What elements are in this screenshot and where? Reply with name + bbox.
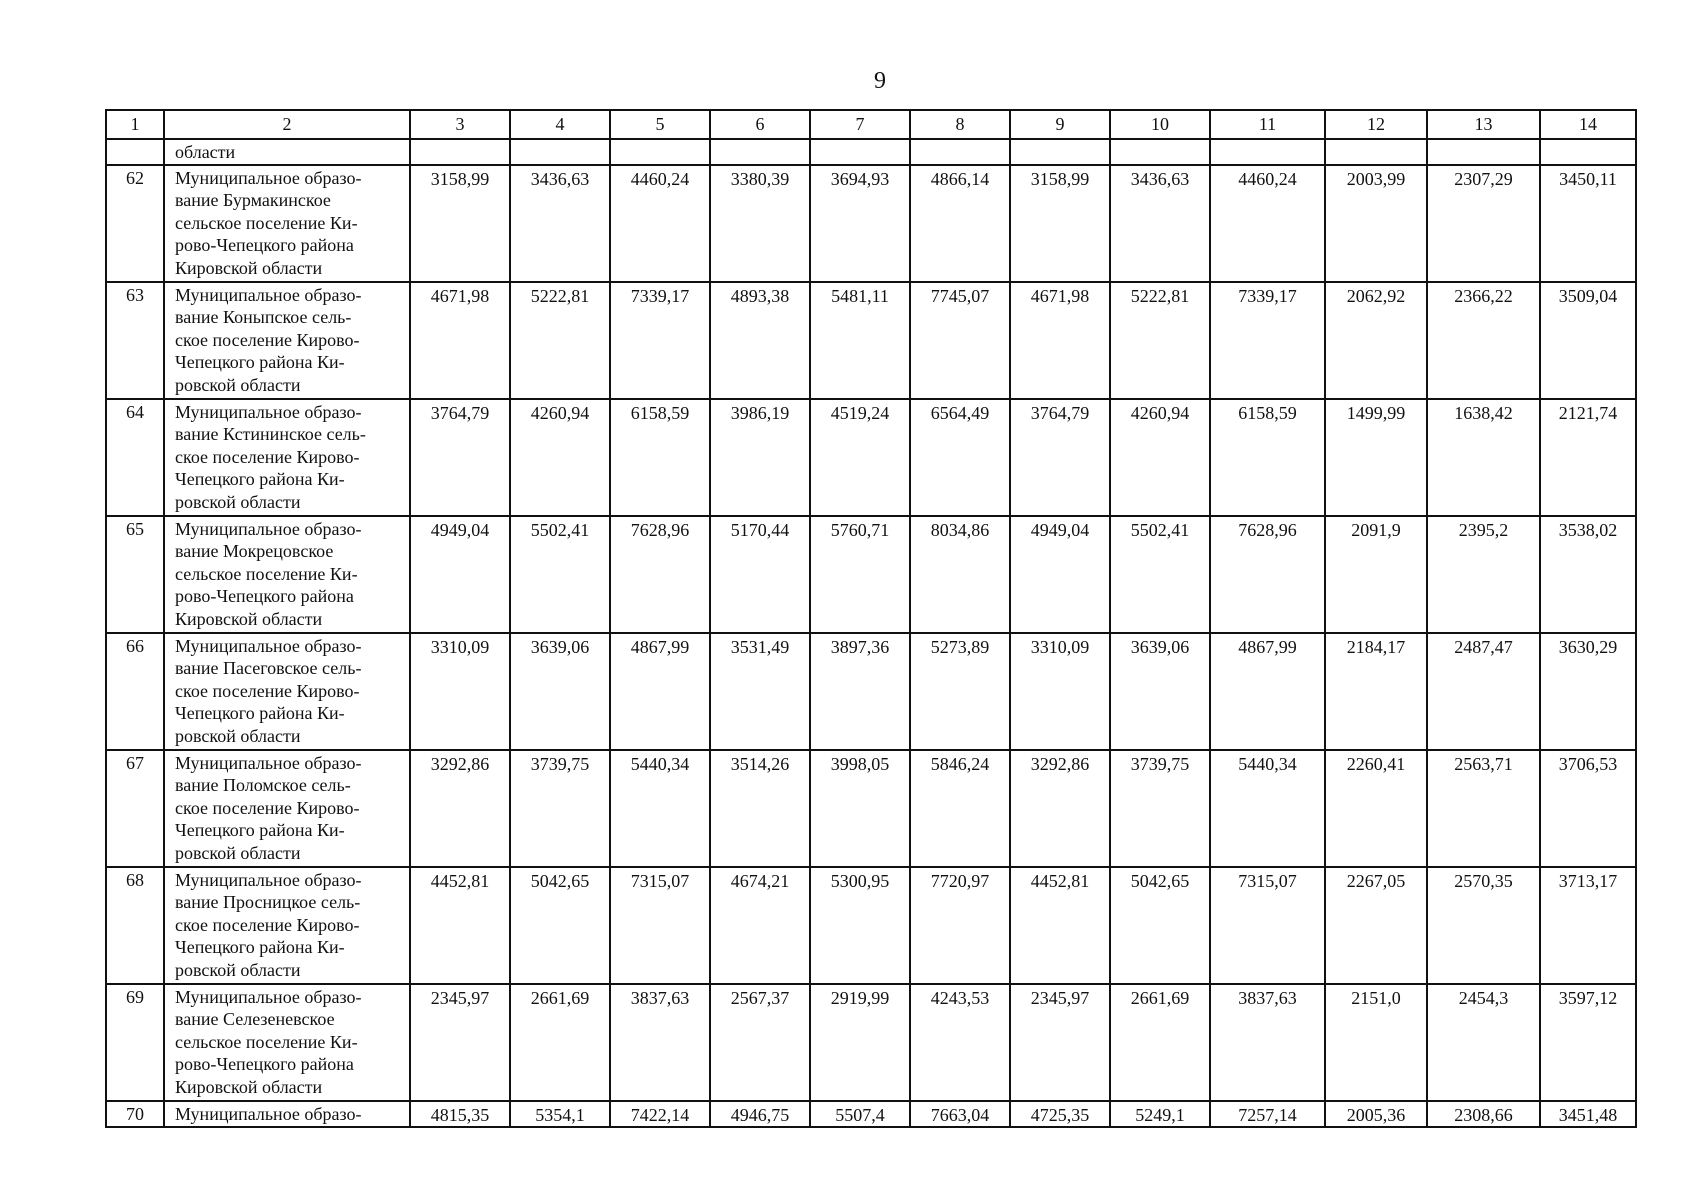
column-header: 8 bbox=[910, 110, 1010, 139]
name-line: ровской области bbox=[175, 725, 301, 746]
name-line: Кировской области bbox=[175, 1076, 323, 1097]
municipality-name bbox=[164, 633, 410, 750]
value-cell: 2454,3 bbox=[1427, 984, 1540, 1101]
row-number: 66 bbox=[106, 633, 164, 750]
continuation-name: области bbox=[164, 139, 410, 165]
empty-cell bbox=[1210, 139, 1325, 165]
name-line: Муниципальное образо- bbox=[175, 167, 362, 188]
value-cell: 2267,05 bbox=[1325, 867, 1427, 984]
value-cell: 7720,97 bbox=[910, 867, 1010, 984]
column-header: 6 bbox=[710, 110, 810, 139]
empty-cell bbox=[810, 139, 910, 165]
table-row bbox=[106, 282, 1636, 399]
value-cell: 4671,98 bbox=[1010, 282, 1110, 399]
municipality-name bbox=[164, 516, 410, 633]
value-cell: 7745,07 bbox=[910, 282, 1010, 399]
value-cell: 4671,98 bbox=[410, 282, 510, 399]
value-cell: 6564,49 bbox=[910, 399, 1010, 516]
value-cell: 7628,96 bbox=[1210, 516, 1325, 633]
value-cell: 7663,04 bbox=[910, 1101, 1010, 1128]
name-line: Чепецкого района Ки- bbox=[175, 937, 345, 957]
value-cell: 6158,59 bbox=[610, 399, 710, 516]
empty-cell bbox=[1010, 139, 1110, 165]
name-line: Чепецкого района Ки- bbox=[175, 703, 345, 723]
name-line: Муниципальное образо- bbox=[175, 752, 362, 773]
value-cell: 5502,41 bbox=[510, 516, 610, 633]
value-cell: 4452,81 bbox=[410, 867, 510, 984]
name-line: Чепецкого района Ки- bbox=[175, 820, 345, 840]
value-cell: 4949,04 bbox=[1010, 516, 1110, 633]
value-cell: 5502,41 bbox=[1110, 516, 1210, 633]
name-line: вание Пасеговское сель- bbox=[175, 658, 362, 678]
value-cell: 2570,35 bbox=[1427, 867, 1540, 984]
value-cell: 3739,75 bbox=[1110, 750, 1210, 867]
value-cell: 4815,35 bbox=[410, 1101, 510, 1128]
value-cell: 3514,26 bbox=[710, 750, 810, 867]
empty-cell bbox=[510, 139, 610, 165]
value-cell: 3509,04 bbox=[1540, 282, 1636, 399]
empty-cell bbox=[910, 139, 1010, 165]
value-cell: 2661,69 bbox=[510, 984, 610, 1101]
table-row bbox=[106, 1101, 1636, 1128]
value-cell: 8034,86 bbox=[910, 516, 1010, 633]
value-cell: 3158,99 bbox=[410, 165, 510, 282]
column-header: 9 bbox=[1010, 110, 1110, 139]
value-cell: 4867,99 bbox=[1210, 633, 1325, 750]
name-line: Муниципальное образо- bbox=[175, 1103, 362, 1124]
value-cell: 5354,1 bbox=[510, 1101, 610, 1128]
column-header: 14 bbox=[1540, 110, 1636, 139]
value-cell: 7339,17 bbox=[610, 282, 710, 399]
table-row bbox=[106, 165, 1636, 282]
value-cell: 3739,75 bbox=[510, 750, 610, 867]
name-line: сельское поселение Ки- bbox=[175, 212, 358, 233]
row-number: 62 bbox=[106, 165, 164, 282]
value-cell: 5249,1 bbox=[1110, 1101, 1210, 1128]
name-line: вание Селезеневское bbox=[175, 1009, 335, 1029]
value-cell: 4260,94 bbox=[510, 399, 610, 516]
value-cell: 2091,9 bbox=[1325, 516, 1427, 633]
column-header: 12 bbox=[1325, 110, 1427, 139]
value-cell: 3451,48 bbox=[1540, 1101, 1636, 1128]
row-number: 63 bbox=[106, 282, 164, 399]
name-line: вание Просницкое сель- bbox=[175, 892, 361, 912]
name-line: ровской области bbox=[175, 491, 301, 512]
value-cell: 5222,81 bbox=[510, 282, 610, 399]
value-cell: 3764,79 bbox=[410, 399, 510, 516]
table-body bbox=[106, 110, 1636, 1127]
value-cell: 5440,34 bbox=[1210, 750, 1325, 867]
name-line: рово-Чепецкого района bbox=[175, 1054, 354, 1074]
column-header: 10 bbox=[1110, 110, 1210, 139]
value-cell: 3597,12 bbox=[1540, 984, 1636, 1101]
value-cell: 2151,0 bbox=[1325, 984, 1427, 1101]
table-row bbox=[106, 516, 1636, 633]
value-cell: 2487,47 bbox=[1427, 633, 1540, 750]
page-number: 9 bbox=[874, 68, 886, 94]
name-line: Муниципальное образо- bbox=[175, 869, 362, 890]
value-cell: 3694,93 bbox=[810, 165, 910, 282]
column-header: 1 bbox=[106, 110, 164, 139]
name-line: вание Мокрецовское bbox=[175, 541, 334, 561]
value-cell: 5481,11 bbox=[810, 282, 910, 399]
column-header: 3 bbox=[410, 110, 510, 139]
empty-cell bbox=[610, 139, 710, 165]
value-cell: 3986,19 bbox=[710, 399, 810, 516]
name-line: Чепецкого района Ки- bbox=[175, 352, 345, 372]
table-row bbox=[106, 984, 1636, 1101]
name-line: ровской области bbox=[175, 959, 301, 980]
value-cell: 2307,29 bbox=[1427, 165, 1540, 282]
value-cell: 4893,38 bbox=[710, 282, 810, 399]
value-cell: 4866,14 bbox=[910, 165, 1010, 282]
name-line: Муниципальное образо- bbox=[175, 401, 362, 422]
column-header: 2 bbox=[164, 110, 410, 139]
value-cell: 3764,79 bbox=[1010, 399, 1110, 516]
column-header: 5 bbox=[610, 110, 710, 139]
name-line: сельское поселение Ки- bbox=[175, 563, 358, 584]
value-cell: 3713,17 bbox=[1540, 867, 1636, 984]
value-cell: 5273,89 bbox=[910, 633, 1010, 750]
municipality-name bbox=[164, 750, 410, 867]
value-cell: 2366,22 bbox=[1427, 282, 1540, 399]
value-cell: 4867,99 bbox=[610, 633, 710, 750]
value-cell: 5170,44 bbox=[710, 516, 810, 633]
name-line: ское поселение Кирово- bbox=[175, 680, 360, 701]
row-number: 64 bbox=[106, 399, 164, 516]
value-cell: 2395,2 bbox=[1427, 516, 1540, 633]
value-cell: 3837,63 bbox=[1210, 984, 1325, 1101]
value-cell: 4949,04 bbox=[410, 516, 510, 633]
value-cell: 3538,02 bbox=[1540, 516, 1636, 633]
municipality-name bbox=[164, 984, 410, 1101]
value-cell: 7422,14 bbox=[610, 1101, 710, 1128]
value-cell: 2062,92 bbox=[1325, 282, 1427, 399]
name-line: ское поселение Кирово- bbox=[175, 446, 360, 467]
value-cell: 2005,36 bbox=[1325, 1101, 1427, 1128]
value-cell: 4519,24 bbox=[810, 399, 910, 516]
name-line: ровской области bbox=[175, 842, 301, 863]
municipality-name bbox=[164, 165, 410, 282]
name-line: рово-Чепецкого района bbox=[175, 586, 354, 606]
municipality-name bbox=[164, 1101, 410, 1128]
table-row bbox=[106, 867, 1636, 984]
value-cell: 4452,81 bbox=[1010, 867, 1110, 984]
name-line: Муниципальное образо- bbox=[175, 986, 362, 1007]
empty-cell bbox=[106, 139, 164, 165]
value-cell: 3531,49 bbox=[710, 633, 810, 750]
value-cell: 1638,42 bbox=[1427, 399, 1540, 516]
value-cell: 5042,65 bbox=[1110, 867, 1210, 984]
value-cell: 5507,4 bbox=[810, 1101, 910, 1128]
municipality-name bbox=[164, 282, 410, 399]
name-line: ское поселение Кирово- bbox=[175, 914, 360, 935]
value-cell: 4460,24 bbox=[610, 165, 710, 282]
value-cell: 3380,39 bbox=[710, 165, 810, 282]
value-cell: 4946,75 bbox=[710, 1101, 810, 1128]
name-line: вание Поломское сель- bbox=[175, 775, 351, 795]
value-cell: 2003,99 bbox=[1325, 165, 1427, 282]
table-row bbox=[106, 399, 1636, 516]
value-cell: 3639,06 bbox=[510, 633, 610, 750]
name-line: сельское поселение Ки- bbox=[175, 1031, 358, 1052]
name-line: Чепецкого района Ки- bbox=[175, 469, 345, 489]
table-row bbox=[106, 633, 1636, 750]
value-cell: 5042,65 bbox=[510, 867, 610, 984]
value-cell: 5300,95 bbox=[810, 867, 910, 984]
header-row bbox=[106, 110, 1636, 139]
name-line: вание Бурмакинское bbox=[175, 190, 331, 210]
value-cell: 3292,86 bbox=[1010, 750, 1110, 867]
value-cell: 3436,63 bbox=[510, 165, 610, 282]
empty-cell bbox=[1427, 139, 1540, 165]
value-cell: 2345,97 bbox=[1010, 984, 1110, 1101]
value-cell: 3158,99 bbox=[1010, 165, 1110, 282]
row-number: 68 bbox=[106, 867, 164, 984]
value-cell: 2345,97 bbox=[410, 984, 510, 1101]
value-cell: 3436,63 bbox=[1110, 165, 1210, 282]
value-cell: 3630,29 bbox=[1540, 633, 1636, 750]
value-cell: 4460,24 bbox=[1210, 165, 1325, 282]
name-line: ровской области bbox=[175, 374, 301, 395]
value-cell: 3450,11 bbox=[1540, 165, 1636, 282]
name-line: вание Кстининское сель- bbox=[175, 424, 366, 444]
value-cell: 3998,05 bbox=[810, 750, 910, 867]
value-cell: 6158,59 bbox=[1210, 399, 1325, 516]
name-line: Муниципальное образо- bbox=[175, 518, 362, 539]
value-cell: 3639,06 bbox=[1110, 633, 1210, 750]
value-cell: 4243,53 bbox=[910, 984, 1010, 1101]
value-cell: 2121,74 bbox=[1540, 399, 1636, 516]
row-number: 69 bbox=[106, 984, 164, 1101]
municipality-name bbox=[164, 399, 410, 516]
municipality-name bbox=[164, 867, 410, 984]
name-line: вание Коныпское сель- bbox=[175, 307, 352, 327]
value-cell: 5440,34 bbox=[610, 750, 710, 867]
column-header: 7 bbox=[810, 110, 910, 139]
value-cell: 2260,41 bbox=[1325, 750, 1427, 867]
value-cell: 2563,71 bbox=[1427, 750, 1540, 867]
value-cell: 3706,53 bbox=[1540, 750, 1636, 867]
empty-cell bbox=[1110, 139, 1210, 165]
value-cell: 4674,21 bbox=[710, 867, 810, 984]
name-line: ское поселение Кирово- bbox=[175, 329, 360, 350]
column-header: 4 bbox=[510, 110, 610, 139]
empty-cell bbox=[410, 139, 510, 165]
empty-cell bbox=[1325, 139, 1427, 165]
value-cell: 4260,94 bbox=[1110, 399, 1210, 516]
value-cell: 2567,37 bbox=[710, 984, 810, 1101]
name-line: рово-Чепецкого района bbox=[175, 235, 354, 255]
table-row bbox=[106, 750, 1636, 867]
value-cell: 1499,99 bbox=[1325, 399, 1427, 516]
value-cell: 3897,36 bbox=[810, 633, 910, 750]
row-number: 65 bbox=[106, 516, 164, 633]
value-cell: 7257,14 bbox=[1210, 1101, 1325, 1128]
data-table bbox=[105, 109, 1637, 1128]
value-cell: 5760,71 bbox=[810, 516, 910, 633]
value-cell: 2919,99 bbox=[810, 984, 910, 1101]
row-number: 67 bbox=[106, 750, 164, 867]
value-cell: 5222,81 bbox=[1110, 282, 1210, 399]
empty-cell bbox=[1540, 139, 1636, 165]
column-header: 11 bbox=[1210, 110, 1325, 139]
value-cell: 2184,17 bbox=[1325, 633, 1427, 750]
empty-cell bbox=[710, 139, 810, 165]
name-line: Муниципальное образо- bbox=[175, 635, 362, 656]
value-cell: 4725,35 bbox=[1010, 1101, 1110, 1128]
value-cell: 7628,96 bbox=[610, 516, 710, 633]
name-line: Кировской области bbox=[175, 608, 323, 629]
column-header: 13 bbox=[1427, 110, 1540, 139]
value-cell: 2308,66 bbox=[1427, 1101, 1540, 1128]
value-cell: 3310,09 bbox=[1010, 633, 1110, 750]
value-cell: 7315,07 bbox=[610, 867, 710, 984]
value-cell: 3310,09 bbox=[410, 633, 510, 750]
value-cell: 7339,17 bbox=[1210, 282, 1325, 399]
value-cell: 3837,63 bbox=[610, 984, 710, 1101]
value-cell: 3292,86 bbox=[410, 750, 510, 867]
name-line: Муниципальное образо- bbox=[175, 284, 362, 305]
value-cell: 5846,24 bbox=[910, 750, 1010, 867]
name-line: Кировской области bbox=[175, 257, 323, 278]
value-cell: 7315,07 bbox=[1210, 867, 1325, 984]
continuation-row bbox=[106, 139, 1636, 165]
row-number: 70 bbox=[106, 1101, 164, 1128]
value-cell: 2661,69 bbox=[1110, 984, 1210, 1101]
name-line: ское поселение Кирово- bbox=[175, 797, 360, 818]
